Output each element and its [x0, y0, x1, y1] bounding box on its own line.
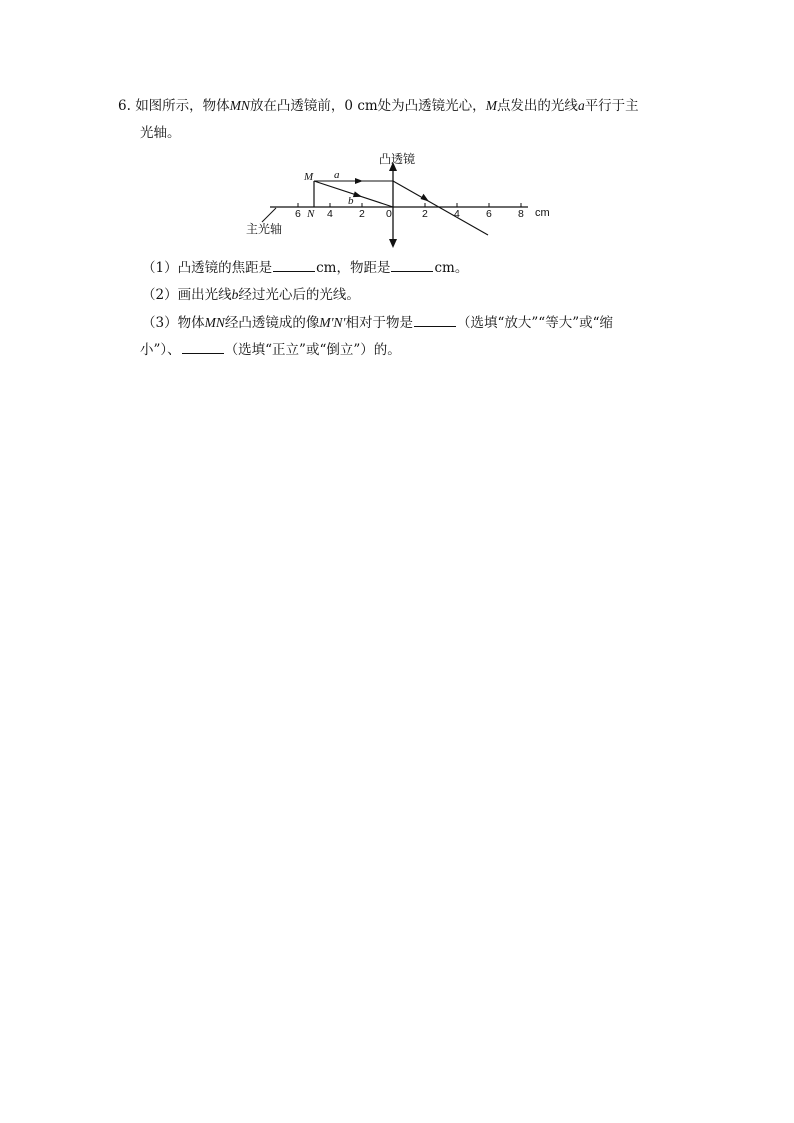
tick-label-right-6: 6 — [486, 208, 492, 220]
stem-text-c: 点发出的光线 — [496, 98, 578, 114]
axis-label: 主光轴 — [246, 222, 283, 236]
size-blank[interactable] — [414, 313, 456, 327]
part-3-object-mn: MN — [204, 315, 225, 330]
focal-length-blank[interactable] — [273, 258, 315, 272]
part-1-text-c: cm。 — [434, 260, 469, 276]
tick-label-left-4: 4 — [327, 208, 333, 220]
part-1 — [142, 258, 468, 277]
tick-label-right-4: 4 — [454, 208, 460, 220]
tick-label-0: 0 — [386, 208, 392, 220]
ray-a-refracted-arrow — [421, 194, 430, 202]
tick-label-left-2: 2 — [359, 208, 365, 220]
orientation-blank[interactable] — [182, 340, 224, 354]
stem-text-d: 平行于主 — [584, 98, 639, 114]
optics-diagram — [0, 150, 794, 250]
part-2-text-c: 经过光心后的光线。 — [238, 287, 360, 303]
unit-label: cm — [535, 207, 550, 219]
point-m: M — [485, 98, 497, 113]
ray-a-refracted — [393, 181, 488, 235]
part-2 — [142, 286, 360, 304]
object-distance-blank[interactable] — [391, 258, 433, 272]
object-mn: MN — [229, 98, 250, 113]
question-line-1 — [118, 97, 639, 115]
label-ray-b: b — [348, 195, 354, 207]
axis-label-pointer — [262, 208, 276, 222]
part-1-text-a: （1）凸透镜的焦距是 — [142, 260, 273, 276]
part-3-text-c: 相对于物是 — [345, 315, 413, 331]
part-3-text-b: 经凸透镜成的像 — [224, 315, 320, 331]
part-3-image-mn: M′N′ — [319, 315, 346, 330]
ray-b-arrow — [353, 191, 362, 197]
part-2-text-a: （2）画出光线 — [142, 287, 232, 303]
label-m: M — [304, 171, 314, 183]
part-3-text-e: 小”）、 — [140, 342, 181, 358]
part-3-text-a: （3）物体 — [142, 315, 205, 331]
stem-text-e: 光轴。 — [140, 125, 181, 141]
part-1-text-b: cm，物距是 — [316, 260, 391, 276]
part-3-line-2 — [140, 340, 401, 359]
tick-label-right-8: 8 — [518, 208, 524, 220]
label-ray-a: a — [334, 169, 340, 181]
ray-b — [314, 181, 393, 207]
part-3-line-1 — [142, 313, 613, 332]
axis-ticks — [298, 203, 521, 207]
question-number: 6. — [118, 98, 131, 114]
tick-label-left-6: 6 — [295, 208, 301, 220]
stem-text-b: 放在凸透镜前，0 cm处为凸透镜光心， — [249, 98, 486, 114]
part-3-text-f: （选填“正立”或“倒立”）的。 — [224, 342, 401, 358]
part-2-ray-b: b — [231, 287, 239, 302]
ray-a-arrow — [355, 178, 363, 184]
label-n: N — [307, 208, 315, 220]
lens-label: 凸透镜 — [379, 152, 416, 166]
part-3-text-d: （选填“放大”“等大”或“缩 — [457, 315, 614, 331]
ray-a-label: a — [577, 98, 585, 113]
tick-label-right-2: 2 — [422, 208, 428, 220]
question-line-2 — [140, 124, 181, 142]
stem-text-a: 如图所示，物体 — [135, 98, 230, 114]
lens-bottom-arrow — [389, 239, 397, 248]
